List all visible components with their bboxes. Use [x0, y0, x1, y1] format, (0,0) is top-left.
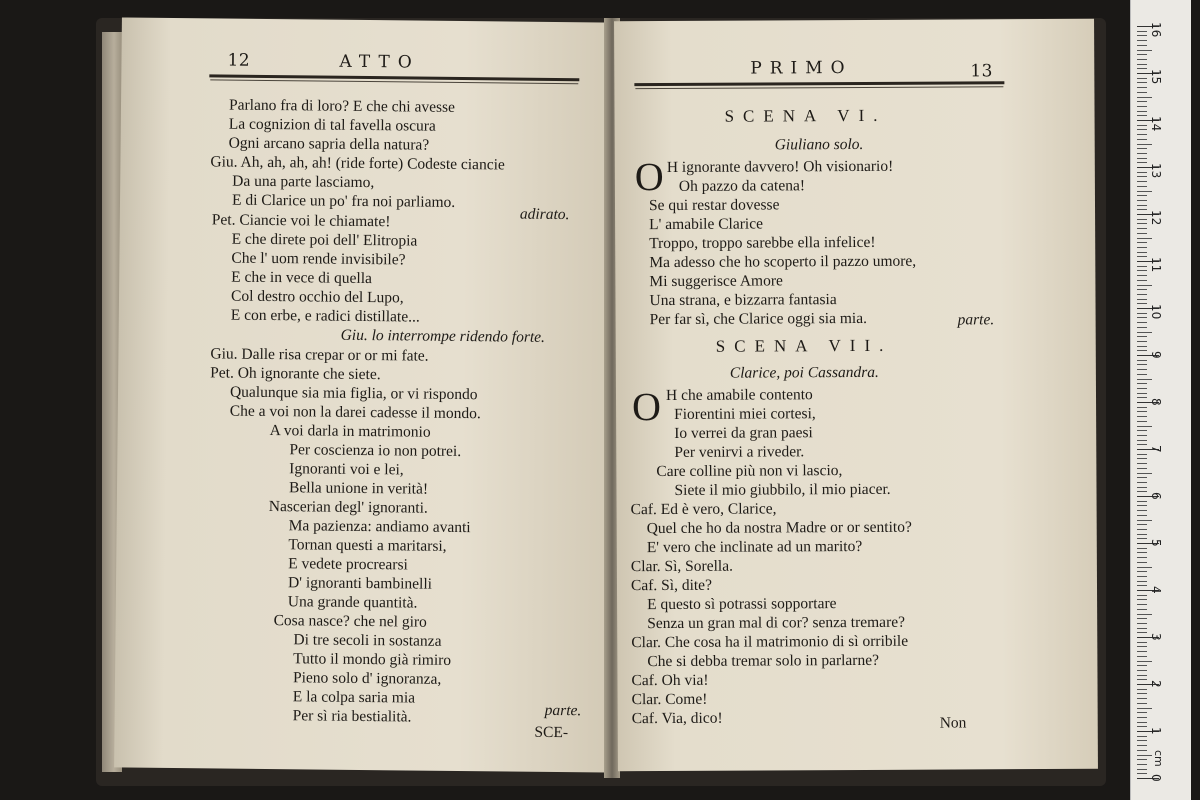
ruler-tick: [1137, 712, 1147, 713]
text-line: Care colline più non vi lascio,: [656, 462, 843, 481]
ruler-tick: [1137, 129, 1147, 130]
ruler-tick: [1137, 195, 1147, 196]
ruler-tick: [1137, 322, 1147, 323]
text-line: Di tre secoli in sostanza: [293, 631, 442, 650]
measuring-ruler: [1130, 0, 1191, 800]
ruler-label: 12: [1149, 210, 1163, 226]
text-line: E questo sì potrassi sopportare: [647, 595, 837, 614]
ruler-label: 5: [1149, 539, 1163, 547]
ruler-tick: [1137, 162, 1147, 163]
ruler-tick: [1137, 92, 1147, 93]
text-line: Caf. Oh via!: [631, 671, 709, 690]
ruler-tick: [1137, 275, 1147, 276]
ruler-label: 15: [1149, 69, 1163, 85]
text-line: Una strana, e bizzarra fantasia: [649, 291, 837, 310]
ruler-tick: [1137, 106, 1147, 107]
ruler-tick: [1137, 726, 1147, 727]
text-line: A voi darla in matrimonio: [269, 422, 431, 441]
ruler-tick: [1137, 552, 1147, 553]
ruler-tick: [1137, 50, 1152, 51]
ruler-tick: [1137, 444, 1147, 445]
ruler-tick: [1137, 421, 1147, 422]
text-line: L' amabile Clarice: [649, 215, 763, 234]
ruler-tick: [1137, 393, 1147, 394]
ruler-tick: [1137, 139, 1147, 140]
ruler-tick: [1137, 364, 1147, 365]
ruler-tick: [1137, 759, 1147, 760]
right-page: [614, 19, 1098, 772]
ruler-tick: [1137, 491, 1147, 492]
ruler-label: 0: [1149, 774, 1163, 782]
ruler-tick: [1137, 153, 1147, 154]
ruler-tick: [1137, 675, 1147, 676]
ruler-label: 4: [1149, 586, 1163, 594]
ruler-tick: [1137, 604, 1147, 605]
ruler-tick: [1137, 134, 1147, 135]
ruler-tick: [1137, 520, 1152, 521]
scene-heading: SCENA VI.: [724, 105, 887, 126]
ruler-tick: [1137, 745, 1147, 746]
ruler-tick: [1137, 383, 1147, 384]
ruler-unit-label: cm: [1152, 750, 1165, 767]
ruler-tick: [1137, 233, 1147, 234]
ruler-tick: [1137, 285, 1152, 286]
ruler-tick: [1137, 693, 1147, 694]
stage-direction: parte.: [957, 311, 995, 329]
ruler-tick: [1137, 205, 1147, 206]
text-line: Io verrei da gran paesi: [674, 424, 813, 442]
ruler-tick: [1137, 670, 1147, 671]
ruler-tick: [1137, 548, 1147, 549]
ruler-tick: [1137, 176, 1147, 177]
ruler-label: 1: [1149, 727, 1163, 735]
text-line: La cognizion di tal favella oscura: [228, 115, 436, 135]
ruler-tick: [1137, 111, 1147, 112]
stage-direction: parte.: [544, 701, 582, 720]
text-line: Parlano fra di loro? E che chi avesse: [228, 96, 456, 116]
text-line: Ma pazienza: andiamo avanti: [288, 517, 471, 537]
ruler-tick: [1137, 397, 1147, 398]
ruler-tick: [1137, 68, 1147, 69]
ruler-tick: [1137, 82, 1147, 83]
ruler-tick: [1137, 280, 1147, 281]
ruler-label: 11: [1149, 257, 1163, 273]
text-line: Una grande quantità.: [287, 593, 418, 612]
ruler-tick: [1137, 717, 1147, 718]
ruler-tick: [1137, 374, 1147, 375]
ruler-tick: [1137, 223, 1147, 224]
ruler-tick: [1137, 477, 1147, 478]
ruler-label: 3: [1149, 633, 1163, 641]
text-line: Ogni arcano sapria della natura?: [228, 134, 430, 154]
ruler-tick: [1137, 755, 1152, 756]
text-line: Pet. Ciancie voi le chiamate!: [211, 211, 391, 231]
ruler-tick: [1137, 40, 1147, 41]
ruler-tick: [1137, 242, 1147, 243]
ruler-label: 8: [1149, 398, 1163, 406]
text-line: Se qui restar dovesse: [648, 196, 780, 215]
ruler-tick: [1137, 125, 1147, 126]
text-line: Qualunque sia mia figlia, or vi rispondo: [229, 383, 478, 404]
ruler-tick: [1137, 294, 1147, 295]
ruler-tick: [1137, 64, 1147, 65]
catchword: SCE-: [534, 723, 569, 742]
ruler-tick: [1137, 256, 1147, 257]
ruler-tick: [1137, 31, 1147, 32]
text-line: E vedete procrearsi: [288, 555, 408, 574]
ruler-tick: [1137, 599, 1147, 600]
ruler-tick: [1137, 510, 1147, 511]
ruler-tick: [1137, 468, 1147, 469]
scene-heading: SCENA VII.: [715, 335, 893, 356]
ruler-tick: [1137, 487, 1147, 488]
ruler-tick: [1137, 411, 1147, 412]
ruler-tick: [1137, 247, 1147, 248]
ruler-tick: [1137, 219, 1147, 220]
text-line: Da una parte lasciamo,: [232, 172, 375, 192]
text-line: Caf. Via, dico!: [631, 709, 723, 728]
text-line: E di Clarice un po' fra noi parliamo.: [231, 191, 456, 211]
text-line: E che direte poi dell' Elitropia: [231, 230, 418, 250]
ruler-tick: [1137, 623, 1147, 624]
ruler-tick: [1137, 78, 1147, 79]
ruler-tick: [1137, 632, 1147, 633]
ruler-tick: [1137, 562, 1147, 563]
ruler-tick: [1137, 454, 1147, 455]
ruler-tick: [1137, 609, 1147, 610]
ruler-tick: [1137, 336, 1147, 337]
ruler-tick: [1137, 524, 1147, 525]
ruler-tick: [1137, 740, 1147, 741]
text-line: H ignorante davvero! Oh visionario!: [666, 157, 894, 176]
text-line: Senza un gran mal di cor? senza tremare?: [647, 613, 906, 633]
ruler-tick: [1137, 200, 1147, 201]
ruler-label: 7: [1149, 445, 1163, 453]
ruler-tick: [1137, 736, 1147, 737]
ruler-tick: [1137, 614, 1152, 615]
ruler-tick: [1137, 435, 1147, 436]
ruler-tick: [1137, 773, 1147, 774]
ruler-tick: [1137, 665, 1147, 666]
ruler-tick: [1137, 571, 1147, 572]
ruler-tick: [1137, 679, 1147, 680]
ruler-tick: [1137, 557, 1147, 558]
ruler-tick: [1137, 708, 1152, 709]
left-page: [114, 17, 614, 772]
ruler-tick: [1137, 698, 1147, 699]
page-number-right: 13: [970, 61, 993, 82]
ruler-tick: [1137, 595, 1147, 596]
running-head-left: ATTO: [339, 51, 420, 73]
ruler-label: 14: [1149, 116, 1163, 132]
text-line: Siete il mio giubbilo, il mio piacer.: [674, 480, 891, 499]
running-head-right: PRIMO: [750, 58, 853, 79]
ruler-tick: [1137, 148, 1147, 149]
ruler-tick: [1137, 628, 1147, 629]
ruler-tick: [1137, 379, 1152, 380]
text-line: Che a voi non la darei cadesse il mondo.: [229, 402, 481, 423]
ruler-tick: [1137, 642, 1147, 643]
text-line: Clar. Sì, Sorella.: [630, 557, 733, 576]
ruler-tick: [1137, 581, 1147, 582]
ruler-tick: [1137, 289, 1147, 290]
ruler-tick: [1137, 350, 1147, 351]
ruler-tick: [1137, 54, 1147, 55]
ruler-tick: [1137, 426, 1152, 427]
text-line: Giu. Ah, ah, ah, ah! (ride forte) Codeste ciancie: [210, 153, 505, 174]
text-line: Clar. Che cosa ha il matrimonio di sì orribile: [631, 632, 909, 652]
ruler-tick: [1137, 689, 1147, 690]
text-line: Cosa nasce? che nel giro: [273, 612, 427, 631]
ruler-tick: [1137, 299, 1147, 300]
ruler-label: 6: [1149, 492, 1163, 500]
ruler-tick: [1137, 407, 1147, 408]
ruler-tick: [1137, 317, 1147, 318]
ruler-tick: [1137, 656, 1147, 657]
text-line: Troppo, troppo sarebbe ella infelice!: [649, 233, 876, 253]
ruler-tick: [1137, 252, 1147, 253]
ruler-tick: [1137, 416, 1147, 417]
text-line: Tornan questi a maritarsi,: [288, 536, 447, 555]
text-line: Bella unione in verità!: [288, 479, 429, 498]
text-line: H che amabile contento: [665, 386, 813, 404]
ruler-label: 2: [1149, 680, 1163, 688]
page-number-left: 12: [227, 50, 251, 71]
ruler-tick: [1137, 567, 1152, 568]
ruler-tick: [1137, 341, 1147, 342]
drop-cap: O: [631, 384, 662, 430]
text-line: Che l' uom rende invisibile?: [231, 249, 406, 269]
text-line: Ma adesso che ho scoperto il pazzo umore,: [649, 252, 917, 272]
ruler-tick: [1137, 369, 1147, 370]
text-line: E' vero che inclinate ad un marito?: [646, 537, 863, 557]
ruler-tick: [1137, 661, 1152, 662]
catchword: Non: [939, 714, 967, 732]
ruler-tick: [1137, 172, 1147, 173]
text-line: Pet. Oh ignorante che siete.: [210, 364, 381, 384]
ruler-tick: [1137, 313, 1147, 314]
ruler-tick: [1137, 482, 1147, 483]
ruler-label: 16: [1149, 22, 1163, 38]
ruler-tick: [1137, 501, 1147, 502]
ruler-tick: [1137, 238, 1152, 239]
ruler-tick: [1137, 463, 1147, 464]
ruler-tick: [1137, 303, 1147, 304]
text-line: Caf. Ed è vero, Clarice,: [630, 500, 777, 519]
ruler-tick: [1137, 529, 1147, 530]
ruler-tick: [1137, 270, 1147, 271]
ruler-tick: [1137, 97, 1152, 98]
ruler-tick: [1137, 266, 1147, 267]
character-heading: Giuliano solo.: [774, 135, 864, 154]
ruler-label: 10: [1149, 304, 1163, 320]
ruler-tick: [1137, 101, 1147, 102]
text-line: D' ignoranti bambinelli: [287, 574, 433, 593]
character-heading: Clarice, poi Cassandra.: [729, 363, 879, 382]
ruler-tick: [1137, 346, 1147, 347]
header-rule-left: [209, 74, 579, 81]
text-line: Che si debba tremar solo in parlarne?: [647, 651, 879, 671]
ruler-tick: [1137, 769, 1147, 770]
text-line: Pieno solo d' ignoranza,: [292, 669, 442, 688]
ruler-tick: [1137, 158, 1147, 159]
ruler-tick: [1137, 35, 1147, 36]
text-line: Col destro occhio del Lupo,: [230, 287, 404, 307]
stage-direction: Giu. lo interrompe ridendo forte.: [340, 326, 546, 346]
ruler-tick: [1137, 45, 1147, 46]
ruler-tick: [1137, 538, 1147, 539]
ruler-tick: [1137, 458, 1147, 459]
ruler-label: 9: [1149, 351, 1163, 359]
ruler-tick: [1137, 360, 1147, 361]
ruler-tick: [1137, 209, 1147, 210]
ruler-tick: [1137, 722, 1147, 723]
text-line: E con erbe, e radici distillate...: [230, 306, 420, 326]
ruler-tick: [1137, 651, 1147, 652]
ruler-tick: [1137, 440, 1147, 441]
text-line: Per coscienza io non potrei.: [289, 441, 462, 461]
text-line: Caf. Sì, dite?: [630, 576, 712, 595]
ruler-tick: [1137, 505, 1147, 506]
ruler-tick: [1137, 515, 1147, 516]
header-rule-right: [634, 81, 1004, 86]
ruler-tick: [1137, 191, 1152, 192]
ruler-tick: [1137, 327, 1147, 328]
text-line: Per far sì, che Clarice oggi sia mia.: [649, 309, 868, 329]
ruler-tick: [1137, 750, 1147, 751]
ruler-tick: [1137, 703, 1147, 704]
text-line: E la colpa saria mia: [292, 688, 416, 707]
ruler-tick: [1137, 585, 1147, 586]
ruler-tick: [1137, 115, 1147, 116]
ruler-tick: [1137, 764, 1147, 765]
text-line: Tutto il mondo già rimiro: [293, 650, 452, 669]
drop-cap: O: [634, 154, 664, 200]
ruler-tick: [1137, 576, 1147, 577]
ruler-tick: [1137, 228, 1147, 229]
ruler-tick: [1137, 87, 1147, 88]
text-line: Giu. Dalle risa crepar or or mi fate.: [210, 345, 429, 365]
text-line: Per venirvi a riveder.: [674, 443, 805, 461]
ruler-tick: [1137, 618, 1147, 619]
ruler-tick: [1137, 534, 1147, 535]
text-line: Quel che ho da nostra Madre or or sentito?: [646, 518, 912, 538]
ruler-tick: [1137, 332, 1152, 333]
text-line: Oh pazzo da catena!: [678, 177, 806, 195]
stage-direction: adirato.: [519, 205, 570, 224]
text-line: Mi suggerisce Amore: [649, 272, 783, 291]
ruler-tick: [1137, 430, 1147, 431]
text-line: Fiorentini miei cortesi,: [674, 405, 816, 423]
ruler-tick: [1137, 144, 1152, 145]
ruler-tick: [1137, 646, 1147, 647]
ruler-tick: [1137, 473, 1152, 474]
text-line: E che in vece di quella: [231, 268, 373, 288]
ruler-tick: [1137, 59, 1147, 60]
text-line: Per sì ria bestialità.: [292, 707, 412, 726]
ruler-label: 13: [1149, 163, 1163, 179]
ruler-tick: [1137, 388, 1147, 389]
ruler-tick: [1137, 181, 1147, 182]
text-line: Clar. Come!: [631, 690, 708, 709]
text-line: Ignoranti voi e lei,: [289, 460, 404, 479]
text-line: Nascerian degl' ignoranti.: [268, 498, 428, 517]
ruler-tick: [1137, 186, 1147, 187]
